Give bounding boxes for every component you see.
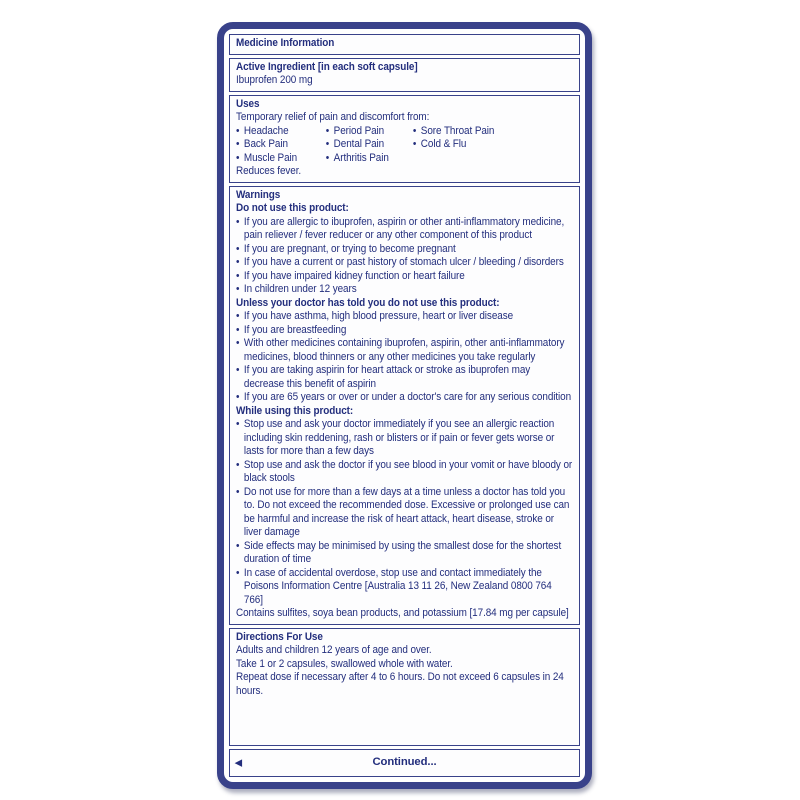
uses-columns bbox=[236, 125, 573, 166]
warnings-footer: Contains sulfites, soya bean products, and potassium [17.84 mg per capsule] bbox=[236, 607, 569, 619]
uses-item: • Headache bbox=[236, 124, 289, 137]
active-ingredient-value: Ibuprofen 200 mg bbox=[236, 74, 313, 86]
warning-item: • In children under 12 years bbox=[236, 283, 357, 295]
warning-item: • If you are pregnant, or trying to become pregnant bbox=[236, 242, 456, 255]
directions-title: Directions For Use bbox=[236, 630, 323, 643]
warnings-list bbox=[236, 418, 573, 607]
directions-line: Take 1 or 2 capsules, swallowed whole with water. bbox=[236, 657, 453, 670]
warning-item: • If you are 65 years or over or under a doctor's care for any serious condition bbox=[236, 391, 572, 403]
bullet-icon: • bbox=[236, 269, 240, 282]
directions-line: Adults and children 12 years of age and over. bbox=[236, 644, 432, 656]
warning-item: • If you have asthma, high blood pressure, heart or liver disease bbox=[236, 310, 514, 322]
bullet-icon: • bbox=[236, 283, 240, 295]
bullet-icon: • bbox=[412, 138, 417, 150]
uses-column-2 bbox=[326, 125, 413, 166]
warning-item: • If you have a current or past history of stomach ulcer / bleeding / disorders bbox=[236, 256, 564, 268]
warning-item: • If you have impaired kidney function or heart failure bbox=[236, 269, 465, 282]
warning-item: • With other medicines containing ibuprofen, aspirin, other anti-inflammatory medicines, blood thinners or any other medicines you take regularly bbox=[236, 337, 565, 363]
bullet-icon: • bbox=[236, 364, 240, 376]
section-directions-for-use bbox=[229, 628, 580, 747]
bullet-icon: • bbox=[236, 124, 240, 137]
uses-item: • Muscle Pain bbox=[236, 151, 298, 164]
bullet-icon: • bbox=[236, 215, 240, 228]
warning-item: • If you are breastfeeding bbox=[236, 323, 347, 336]
medicine-information-title: Medicine Information bbox=[236, 37, 335, 49]
warning-item: • If you are taking aspirin for heart attack or stroke as ibuprofen may decrease this benefit of aspirin bbox=[236, 364, 531, 390]
warnings-group-heading: Do not use this product: bbox=[236, 202, 349, 214]
bullet-icon: • bbox=[236, 539, 240, 552]
section-uses bbox=[229, 95, 580, 183]
uses-column-1 bbox=[236, 125, 326, 166]
warnings-list bbox=[236, 216, 573, 297]
uses-item: • Sore Throat Pain bbox=[412, 124, 495, 137]
uses-item: • Arthritis Pain bbox=[325, 151, 389, 164]
continued-bar bbox=[229, 749, 580, 777]
medicine-label-panel bbox=[217, 22, 592, 789]
active-ingredient-title: Active Ingredient [in each soft capsule] bbox=[236, 60, 418, 73]
uses-item: • Back Pain bbox=[236, 138, 288, 150]
uses-item: • Dental Pain bbox=[325, 138, 385, 150]
section-warnings bbox=[229, 186, 580, 625]
warning-item: • Stop use and ask the doctor if you see blood in your vomit or have bloody or black stools bbox=[236, 458, 573, 484]
uses-item: • Period Pain bbox=[325, 124, 385, 137]
uses-intro: Temporary relief of pain and discomfort from: bbox=[236, 111, 430, 123]
bullet-icon: • bbox=[236, 242, 240, 255]
bullet-icon: • bbox=[236, 485, 240, 498]
bullet-icon: • bbox=[236, 391, 240, 403]
bullet-icon: • bbox=[236, 566, 240, 579]
warning-item: • If you are allergic to ibuprofen, aspirin or other anti-inflammatory medicine, pain reliever / fever reducer or any other component of this product bbox=[236, 215, 565, 241]
section-medicine-information bbox=[229, 34, 580, 55]
uses-title: Uses bbox=[236, 97, 260, 110]
bullet-icon: • bbox=[325, 151, 330, 164]
bullet-icon: • bbox=[236, 310, 240, 322]
warning-item: • In case of accidental overdose, stop use and contact immediately the Poisons Information Centre [Australia 13 11 26, New Zealand 0800 764 766] bbox=[236, 566, 552, 606]
bullet-icon: • bbox=[325, 124, 330, 137]
bullet-icon: • bbox=[236, 138, 240, 150]
bullet-icon: • bbox=[236, 323, 240, 336]
directions-line: Repeat dose if necessary after 4 to 6 hours. Do not exceed 6 capsules in 24 hours. bbox=[236, 671, 564, 697]
bullet-icon: • bbox=[236, 151, 240, 164]
uses-footer: Reduces fever. bbox=[236, 165, 302, 177]
warning-item: • Side effects may be minimised by using the smallest dose for the shortest duration of time bbox=[236, 539, 562, 565]
warning-item: • Do not use for more than a few days at a time unless a doctor has told you to. Do not exceed the recommended dose. Excessive or prolonged use can be harmful and increase the risk of heart attack, heart disease, stroke or liver damage bbox=[236, 485, 570, 538]
uses-item: • Cold & Flu bbox=[412, 138, 467, 150]
bullet-icon: • bbox=[236, 458, 240, 471]
continued-label: Continued... bbox=[372, 755, 437, 768]
bullet-icon: • bbox=[236, 418, 240, 430]
bullet-icon: • bbox=[412, 124, 417, 137]
section-active-ingredient bbox=[229, 58, 580, 92]
uses-column-3 bbox=[413, 125, 573, 166]
bullet-icon: • bbox=[236, 256, 240, 268]
bullet-icon: • bbox=[236, 337, 240, 349]
warnings-group-heading: While using this product: bbox=[236, 404, 354, 417]
left-triangle-icon: ◀ bbox=[235, 757, 242, 768]
warnings-list bbox=[236, 310, 573, 405]
warnings-group-heading: Unless your doctor has told you do not use this product: bbox=[236, 296, 500, 309]
bullet-icon: • bbox=[325, 138, 330, 150]
warnings-title: Warnings bbox=[236, 188, 281, 201]
warning-item: • Stop use and ask your doctor immediately if you see an allergic reaction including skin reddening, rash or blisters or if pain or fever gets worse or lasts for more than a few days bbox=[236, 418, 555, 457]
